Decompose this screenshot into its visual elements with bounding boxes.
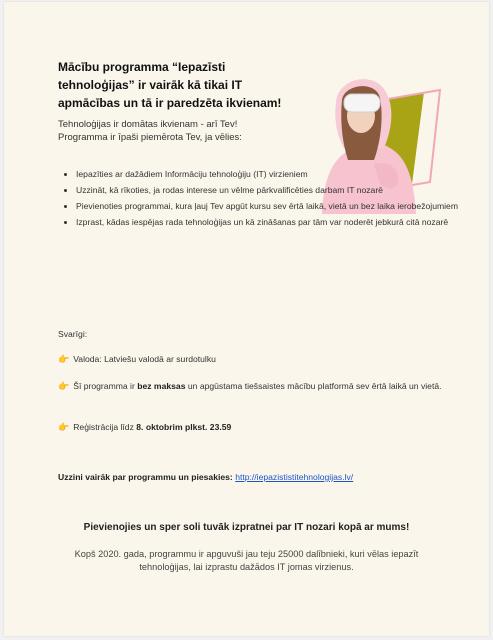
vr-headset (344, 94, 380, 112)
join-heading: Pievienojies un sper soli tuvāk izpratnei par IT nozari kopā ar mums! (83, 522, 410, 533)
program-link[interactable]: http://iepazististitehnologijas.lv/ (235, 472, 354, 482)
list-item: • Pievienoties programmai, kura ļauj Tev apgūt kursu sev ērtā laikā, vietā un bez laika ierobežojumiem (76, 199, 466, 214)
intro-line-2: Programma ir īpaši piemērota Tev, ja vēlies: (58, 132, 242, 143)
free-line: 👉 Šī programma ir bez maksas un apgūstama tiešsaistes mācību platformā sev ērtā laikā un vietā. (58, 381, 442, 391)
bullet-list (58, 167, 466, 231)
language-line: 👉 Valoda: Latviešu valodā ar surdotulku (58, 354, 216, 364)
registration-line: 👉 Reģistrācija līdz 8. oktobrim plkst. 23.59 (58, 422, 232, 432)
intro (58, 118, 288, 144)
pointing-hand-icon: 👉 (58, 354, 70, 364)
intro-line-1: Tehnoloģijas ir domātas ikvienam - arī Tev! (58, 119, 238, 130)
free-emphasis: bez maksas (137, 381, 186, 391)
pointing-hand-icon: 👉 (58, 422, 70, 432)
list-item: • Iepazīties ar dažādiem Informāciju tehnoloģiju (IT) virzieniem (76, 167, 466, 182)
document-page (4, 2, 489, 636)
stats-paragraph: Kopš 2020. gada, programmu ir apguvuši jau teju 25000 dalībnieki, kuri vēlas iepazīt tehnoloģijas, lai izprastu dažādos IT jomas virzienus. (74, 549, 419, 572)
registration-deadline: 8. oktobrim plkst. 23.59 (136, 422, 232, 432)
cta-text: Uzzini vairāk par programmu un piesakies: (58, 472, 236, 482)
pointing-hand-icon: 👉 (58, 381, 70, 391)
headline: Mācību programma “Iepazīsti tehnoloģijas” ir vairāk kā tikai IT apmācības un tā ir paredzēta ikvienam! (58, 60, 282, 110)
list-item: • Izprast, kādas iespējas rada tehnoloģijas un kā zināšanas par tām var noderēt jebkurā citā nozarē (76, 215, 466, 230)
important-label: Svarīgi: (58, 329, 88, 339)
cta-line (58, 472, 448, 482)
list-item: • Uzzināt, kā rīkoties, ja rodas interese un vēlme pārkvalificēties darbam IT nozarē (76, 183, 466, 198)
